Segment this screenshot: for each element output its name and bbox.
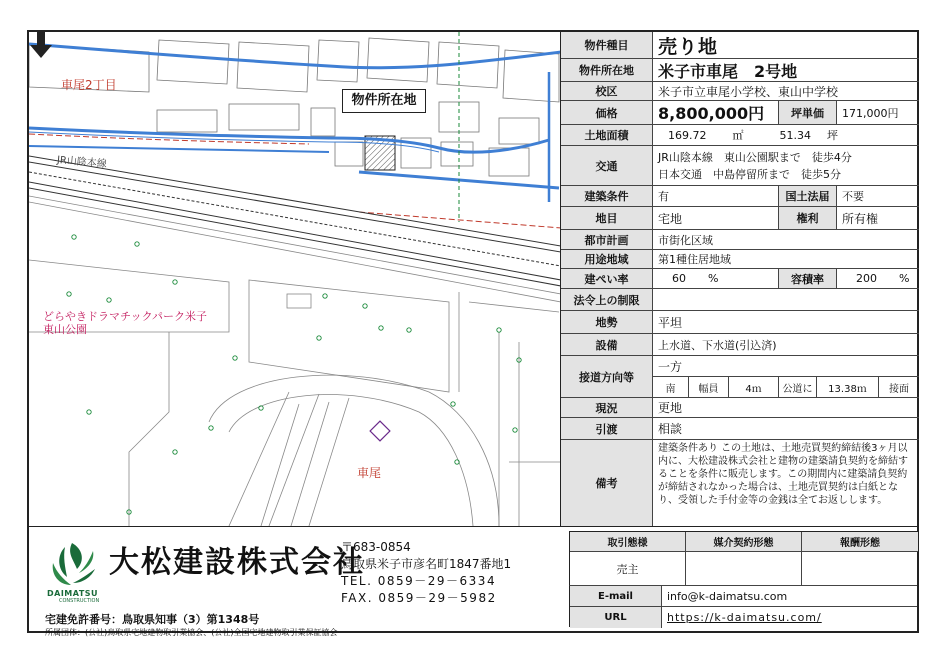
park-label-line1: どらやきドラマチックパーク米子 (43, 310, 208, 323)
far-unit: % (899, 272, 910, 285)
fee-col (686, 532, 802, 585)
price-header: 価格 (561, 101, 653, 124)
fee-value (686, 552, 801, 586)
transport-header: 交通 (561, 146, 653, 185)
logo-wordmark: DAIMATSU (47, 589, 99, 598)
fee-header: 媒介契約形態 (686, 532, 801, 552)
bcr-value (653, 269, 779, 288)
reward-header: 報酬形態 (802, 532, 918, 552)
row-coverage-ratio (561, 269, 919, 289)
facilities-value: 上水道、下水道(引込済) (658, 338, 777, 352)
road-public-header: 公道に (779, 377, 817, 397)
association-info: 所属団体：(公社)鳥取県宅地建物取引業協会、(公社)全国宅地建物取引業保証協会 (45, 628, 338, 637)
phone-number: TEL. 0859－29－6334 (341, 574, 497, 588)
zoning-header: 用途地域 (561, 250, 653, 268)
facilities-header: 設備 (561, 334, 653, 355)
row-terrain (561, 311, 919, 334)
property-marker-label: 物件所在地 (342, 89, 426, 113)
row-legal-restrictions (561, 289, 919, 311)
company-address (341, 539, 511, 607)
email-link[interactable]: info@k-daimatsu.com (667, 589, 788, 603)
location-map (29, 32, 561, 526)
current-header: 現況 (561, 398, 653, 417)
road-width-value: 4ｍ (729, 377, 779, 397)
transport-line-2: 日本交通 中島停留所まで 徒歩5分 (658, 167, 841, 181)
road-direction: 南 (653, 377, 689, 397)
city-plan-value: 市街化区域 (658, 233, 713, 247)
property-info-table (561, 32, 919, 526)
land-tsubo-unit: 坪 (827, 129, 838, 142)
building-condition-header: 建築条件 (561, 186, 653, 206)
legal-header: 法令上の制限 (561, 289, 653, 310)
national-law-header: 国土法届 (779, 186, 837, 206)
city-plan-header: 都市計画 (561, 230, 653, 249)
logo-subtitle: CONSTRUCTION (59, 598, 100, 604)
building-condition-value: 有 (653, 186, 779, 206)
land-area-value (653, 125, 919, 145)
current-value: 更地 (658, 401, 683, 415)
road-header: 接道方向等 (561, 356, 653, 397)
road-direction-type: 一方 (658, 360, 683, 374)
rail-label: JR山陰本線 (56, 154, 108, 171)
land-sqm-unit: ㎡ (732, 129, 744, 142)
company-footer (29, 526, 917, 637)
map-drawing (29, 32, 561, 526)
road-width-header: 幅員 (689, 377, 729, 397)
row-facilities (561, 334, 919, 356)
url-header: URL (570, 607, 662, 628)
school-header: 校区 (561, 82, 653, 100)
row-city-plan (561, 230, 919, 250)
website-link[interactable]: https://k-daimatsu.com/ (667, 611, 822, 624)
remarks-header: 備考 (561, 440, 653, 526)
transaction-table (569, 531, 917, 585)
url-row (570, 607, 917, 628)
park-label-line2: 東山公園 (43, 323, 87, 336)
transport-value (653, 146, 919, 185)
far-header: 容積率 (779, 269, 837, 288)
national-law-value: 不要 (842, 190, 864, 203)
deal-header: 取引態様 (570, 532, 685, 552)
price-value: 8,800,000円 (653, 101, 779, 124)
far-value (837, 269, 919, 288)
zoning-value: 第1種住居地域 (658, 253, 731, 266)
land-category-header: 地目 (561, 207, 653, 229)
remarks-value: 建築条件あり この土地は、土地売買契約締結後3ヶ月以内に、大松建設株式会社と建物の建築請負契約を締結することを条件に販売します。この期間内に建築請負契約が締結されなかった場合は、土地売買契約は白紙となり、受領した手付金等の金銭は全てお返しします。 (658, 443, 908, 506)
row-remarks (561, 440, 919, 526)
row-type (561, 32, 919, 59)
fax-number: FAX. 0859－29－5982 (341, 591, 497, 605)
legal-value (653, 289, 919, 310)
type-header: 物件種目 (561, 32, 653, 58)
row-zoning (561, 250, 919, 269)
postal-code: 〒683-0854 (341, 540, 411, 554)
location-value: 米子市車尾 2号地 (658, 61, 798, 81)
type-value: 売り地 (658, 35, 719, 58)
bcr-header: 建ぺい率 (561, 269, 653, 288)
row-building-condition (561, 186, 919, 207)
area-label: 車尾2丁目 (61, 78, 117, 92)
road-value (653, 356, 919, 397)
land-tsubo: 51.34 (779, 128, 811, 142)
tsubo-price-header: 坪単価 (779, 101, 837, 124)
row-transport (561, 146, 919, 186)
row-location (561, 59, 919, 82)
property-sheet (27, 30, 919, 637)
land-sqm: 169.72 (668, 128, 707, 142)
district-label: 車尾 (357, 466, 382, 480)
row-price (561, 101, 919, 125)
road-detail (653, 376, 919, 397)
far-number: 200 (856, 272, 877, 285)
deal-value: 売主 (616, 563, 639, 576)
down-arrow-icon (29, 32, 53, 58)
license-number: 宅建免許番号：鳥取県知事（3）第1348号 (45, 613, 260, 626)
road-contact: 接面 (889, 384, 909, 395)
row-land-area (561, 125, 919, 146)
contact-table (569, 585, 917, 627)
land-category-value: 宅地 (653, 207, 779, 229)
school-value: 米子市立車尾小学校、東山中学校 (658, 84, 839, 99)
handover-value: 相談 (658, 422, 683, 436)
bcr-unit: % (708, 272, 719, 285)
daimatsu-logo-icon (43, 539, 101, 591)
row-current-state (561, 398, 919, 418)
tsubo-price-value: 171,000円 (842, 106, 899, 120)
row-road (561, 356, 919, 398)
rights-value: 所有権 (842, 211, 879, 226)
land-area-header: 土地面積 (561, 125, 653, 145)
terrain-value: 平坦 (658, 315, 683, 330)
email-row (570, 586, 917, 607)
email-header: E-mail (570, 586, 662, 606)
terrain-header: 地勢 (561, 311, 653, 333)
reward-col (802, 532, 918, 585)
bcr-number: 60 (672, 272, 686, 285)
road-public-value: 13.38ｍ (817, 377, 879, 397)
row-land-category (561, 207, 919, 230)
location-header: 物件所在地 (561, 59, 653, 81)
row-handover (561, 418, 919, 440)
company-name: 大松建設株式会社 (109, 545, 365, 580)
deal-col (570, 532, 686, 585)
reward-value (802, 552, 918, 586)
park-label (43, 310, 207, 336)
handover-header: 引渡 (561, 418, 653, 439)
street-address: 鳥取県米子市彦名町1847番地1 (341, 557, 512, 571)
rights-header: 権利 (779, 207, 837, 229)
row-school (561, 82, 919, 101)
transport-line-1: JR山陰本線 東山公園駅まで 徒歩4分 (658, 150, 852, 164)
